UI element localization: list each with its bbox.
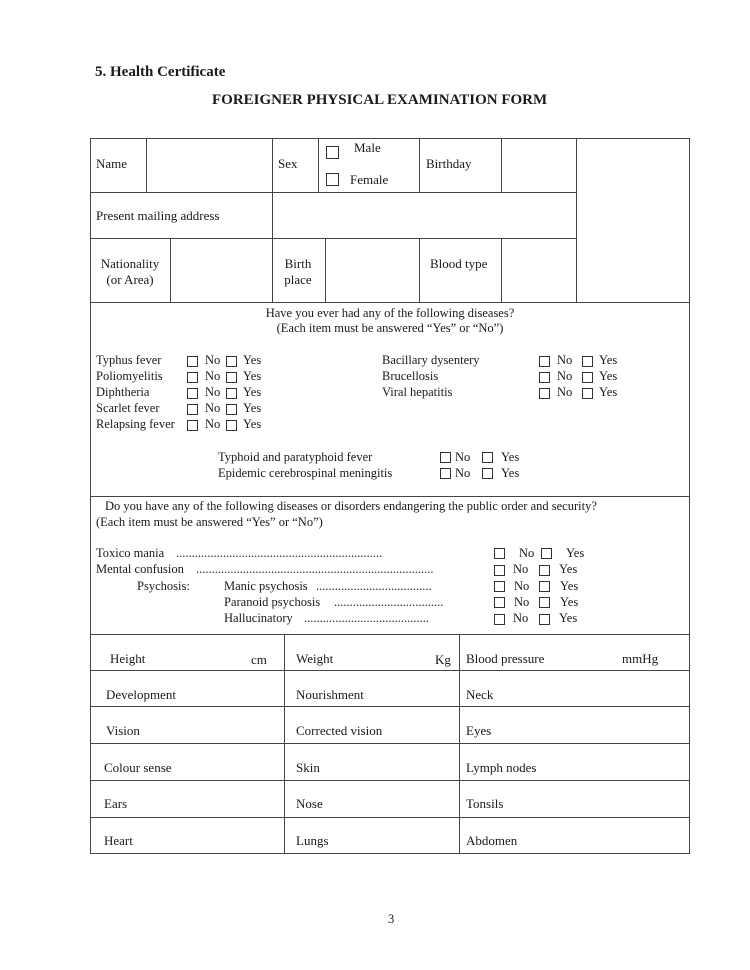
height-label: Height — [110, 651, 146, 666]
lymph-nodes-label: Lymph nodes — [466, 760, 537, 775]
birthplace-label: Birth place — [284, 256, 312, 287]
disease-item-typhus: Typhus fever — [96, 353, 162, 367]
yes-label: Yes — [566, 546, 585, 560]
yes-label: Yes — [243, 353, 262, 367]
vision-label: Vision — [106, 723, 140, 738]
yes-checkbox[interactable] — [226, 356, 237, 367]
height-unit: cm — [251, 652, 267, 667]
toxico-dots: .................................................................. — [176, 546, 383, 560]
no-label: No — [557, 369, 573, 383]
no-checkbox[interactable] — [539, 356, 550, 367]
paranoid-label: Paranoid psychosis — [224, 595, 321, 609]
no-label: No — [455, 466, 471, 480]
no-checkbox[interactable] — [440, 468, 451, 479]
development-label: Development — [106, 687, 177, 702]
no-checkbox[interactable] — [187, 356, 198, 367]
male-label: Male — [354, 140, 381, 155]
no-label: No — [205, 369, 221, 383]
disease-item-relapsing: Relapsing fever — [96, 417, 175, 431]
yes-checkbox[interactable] — [539, 581, 550, 592]
male-checkbox[interactable] — [326, 146, 339, 159]
abdomen-label: Abdomen — [466, 833, 518, 848]
yes-checkbox[interactable] — [582, 356, 593, 367]
paranoid-dots: ................................... — [334, 595, 444, 609]
nourishment-label: Nourishment — [296, 687, 364, 702]
yes-label: Yes — [243, 401, 262, 415]
disease-item-diphtheria: Diphtheria — [96, 385, 150, 399]
yes-label: Yes — [559, 611, 578, 625]
no-label: No — [519, 546, 535, 560]
female-checkbox[interactable] — [326, 173, 339, 186]
yes-label: Yes — [599, 353, 618, 367]
yes-checkbox[interactable] — [226, 420, 237, 431]
yes-label: Yes — [599, 385, 618, 399]
yes-label: Yes — [501, 466, 520, 480]
psychosis-label: Psychosis: — [137, 579, 190, 593]
yes-label: Yes — [559, 562, 578, 576]
no-label: No — [205, 353, 221, 367]
no-label: No — [205, 385, 221, 399]
blood-type-label: Blood type — [430, 256, 488, 271]
no-checkbox[interactable] — [440, 452, 451, 463]
nose-label: Nose — [296, 796, 323, 811]
disease-item-polio: Poliomyelitis — [96, 369, 163, 383]
no-checkbox[interactable] — [187, 420, 198, 431]
yes-label: Yes — [243, 369, 262, 383]
eyes-label: Eyes — [466, 723, 492, 738]
page-number: 3 — [388, 912, 395, 926]
nationality-label: Nationality (or Area) — [100, 256, 160, 287]
sex-label: Sex — [278, 156, 298, 171]
no-label: No — [557, 353, 573, 367]
tonsils-label: Tonsils — [466, 796, 504, 811]
disease-item-typhoid: Typhoid and paratyphoid fever — [218, 450, 373, 464]
yes-checkbox[interactable] — [482, 452, 493, 463]
yes-checkbox[interactable] — [226, 404, 237, 415]
name-label: Name — [96, 156, 128, 171]
diseases-question: Have you ever had any of the following diseases? (Each item must be answered “Yes” or “No”) — [265, 306, 515, 335]
disease-item-hepatitis: Viral hepatitis — [382, 385, 453, 399]
no-label: No — [205, 401, 221, 415]
yes-checkbox[interactable] — [539, 565, 550, 576]
section-title: 5. Health Certificate — [95, 64, 226, 80]
yes-label: Yes — [560, 579, 579, 593]
form-title: FOREIGNER PHYSICAL EXAMINATION FORM — [212, 92, 548, 108]
no-checkbox[interactable] — [539, 372, 550, 383]
halluc-label: Hallucinatory — [224, 611, 293, 625]
female-label: Female — [350, 172, 389, 187]
weight-unit: Kg — [435, 652, 451, 667]
no-checkbox[interactable] — [494, 565, 505, 576]
skin-label: Skin — [296, 760, 320, 775]
weight-label: Weight — [296, 651, 334, 666]
disease-item-bacillary: Bacillary dysentery — [382, 353, 480, 367]
heart-label: Heart — [104, 833, 133, 848]
ears-label: Ears — [104, 796, 128, 811]
disease-item-scarlet: Scarlet fever — [96, 401, 160, 415]
address-label: Present mailing address — [96, 208, 220, 223]
yes-checkbox[interactable] — [539, 614, 550, 625]
yes-checkbox[interactable] — [582, 372, 593, 383]
neck-label: Neck — [466, 687, 494, 702]
no-checkbox[interactable] — [187, 404, 198, 415]
yes-label: Yes — [599, 369, 618, 383]
no-label: No — [514, 579, 530, 593]
yes-checkbox[interactable] — [582, 388, 593, 399]
yes-checkbox[interactable] — [482, 468, 493, 479]
lungs-label: Lungs — [296, 833, 329, 848]
yes-label: Yes — [560, 595, 579, 609]
no-label: No — [557, 385, 573, 399]
yes-checkbox[interactable] — [226, 388, 237, 399]
no-label: No — [514, 595, 530, 609]
manic-label: Manic psychosis — [224, 579, 308, 593]
no-checkbox[interactable] — [494, 614, 505, 625]
birthday-label: Birthday — [426, 156, 472, 171]
no-checkbox[interactable] — [494, 548, 505, 559]
no-checkbox[interactable] — [494, 581, 505, 592]
blood-pressure-label: Blood pressure — [466, 651, 545, 666]
no-label: No — [513, 611, 529, 625]
confusion-dots: ............................................................................ — [196, 562, 434, 576]
no-label: No — [205, 417, 221, 431]
blood-pressure-unit: mmHg — [622, 651, 659, 666]
no-checkbox[interactable] — [494, 597, 505, 608]
no-checkbox[interactable] — [187, 388, 198, 399]
no-checkbox[interactable] — [539, 388, 550, 399]
confusion-label: Mental confusion — [96, 562, 184, 576]
colour-sense-label: Colour sense — [104, 760, 172, 775]
no-label: No — [455, 450, 471, 464]
manic-dots: ..................................... — [316, 579, 432, 593]
toxico-label: Toxico mania — [96, 546, 165, 560]
disease-item-meningitis: Epidemic cerebrospinal meningitis — [218, 466, 393, 480]
yes-checkbox[interactable] — [539, 597, 550, 608]
corrected-vision-label: Corrected vision — [296, 723, 383, 738]
yes-label: Yes — [501, 450, 520, 464]
yes-label: Yes — [243, 417, 262, 431]
yes-checkbox[interactable] — [541, 548, 552, 559]
yes-checkbox[interactable] — [226, 372, 237, 383]
halluc-dots: ........................................ — [304, 611, 429, 625]
disorders-question-l2: (Each item must be answered “Yes” or “No”) — [96, 515, 323, 529]
no-checkbox[interactable] — [187, 372, 198, 383]
disease-item-brucellosis: Brucellosis — [382, 369, 439, 383]
yes-label: Yes — [243, 385, 262, 399]
disorders-question-l1: Do you have any of the following diseases or disorders endangering the public order and security? — [105, 499, 597, 513]
no-label: No — [513, 562, 529, 576]
